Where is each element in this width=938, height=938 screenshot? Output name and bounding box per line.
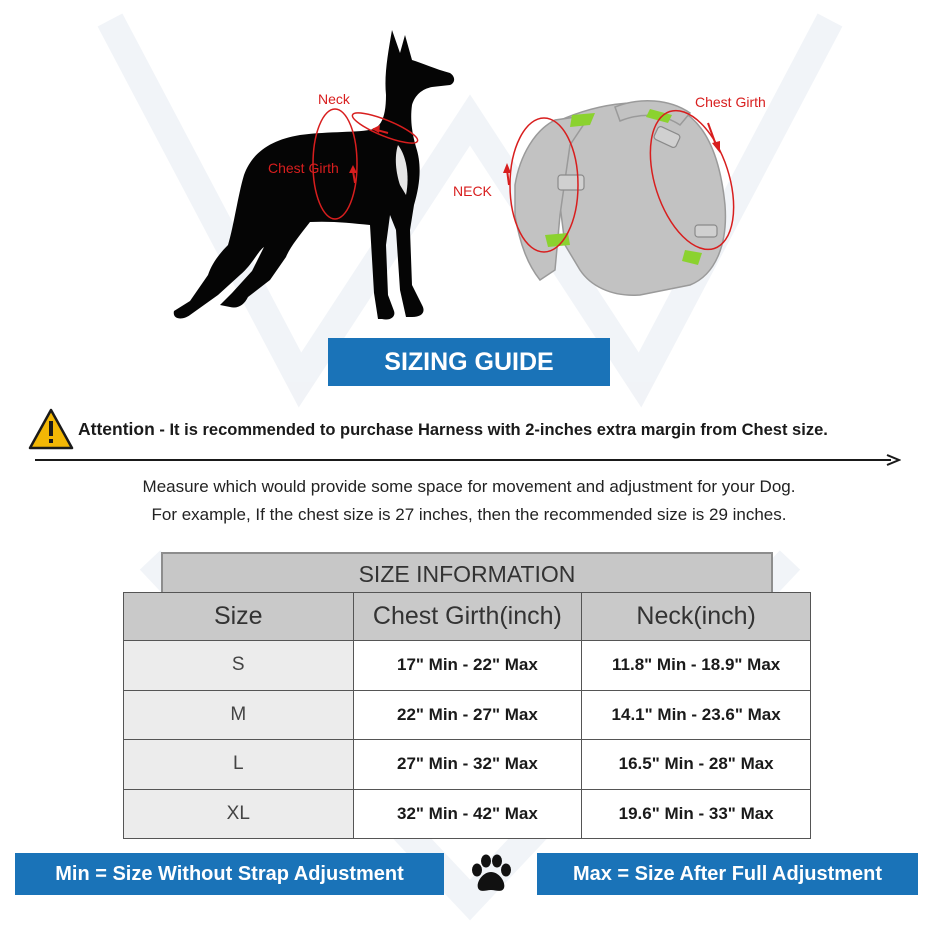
size-cell: M [124, 690, 354, 740]
size-table [123, 592, 811, 839]
dog-neck-label: Neck [318, 91, 350, 107]
neck-cell: 14.1" Min - 23.6" Max [582, 690, 811, 740]
neck-cell: 11.8" Min - 18.9" Max [582, 641, 811, 691]
header-size: Size [124, 593, 354, 641]
neck-cell: 16.5" Min - 28" Max [582, 740, 811, 790]
table-row [124, 690, 811, 740]
dog-chest-label: Chest Girth [268, 160, 339, 176]
dog-silhouette-icon [160, 25, 470, 330]
chest-cell: 32" Min - 42" Max [353, 789, 582, 839]
measure-text-line-1: Measure which would provide some space for movement and adjustment for your Dog. [142, 477, 796, 496]
attention-notice [28, 407, 828, 451]
header-chest-girth: Chest Girth(inch) [353, 593, 582, 641]
legend-min-box: Min = Size Without Strap Adjustment [15, 853, 444, 895]
size-cell: L [124, 740, 354, 790]
paw-print-icon [466, 853, 516, 895]
harness-neck-label: NECK [453, 183, 492, 199]
legend-max-box: Max = Size After Full Adjustment [537, 853, 918, 895]
measure-text-line-2: For example, If the chest size is 27 inches, then the recommended size is 29 inches. [151, 505, 787, 524]
size-cell: S [124, 641, 354, 691]
harness-photo [440, 85, 770, 315]
table-header-row [124, 593, 811, 641]
chest-cell: 17" Min - 22" Max [353, 641, 582, 691]
header-neck: Neck(inch) [582, 593, 811, 641]
attention-message: - It is recommended to purchase Harness with 2-inches extra margin from Chest size. [154, 420, 828, 439]
neck-cell: 19.6" Min - 33" Max [582, 789, 811, 839]
warning-triangle-icon [28, 407, 74, 451]
attention-text [78, 419, 828, 440]
chest-cell: 27" Min - 32" Max [353, 740, 582, 790]
size-information-title: SIZE INFORMATION [161, 552, 773, 592]
attention-label: Attention [78, 418, 155, 439]
sizing-guide-banner: SIZING GUIDE [328, 338, 610, 386]
table-row [124, 789, 811, 839]
arrow-divider [35, 452, 901, 468]
size-cell: XL [124, 789, 354, 839]
table-row [124, 641, 811, 691]
harness-chest-label: Chest Girth [695, 94, 766, 110]
chest-cell: 22" Min - 27" Max [353, 690, 582, 740]
table-row [124, 740, 811, 790]
